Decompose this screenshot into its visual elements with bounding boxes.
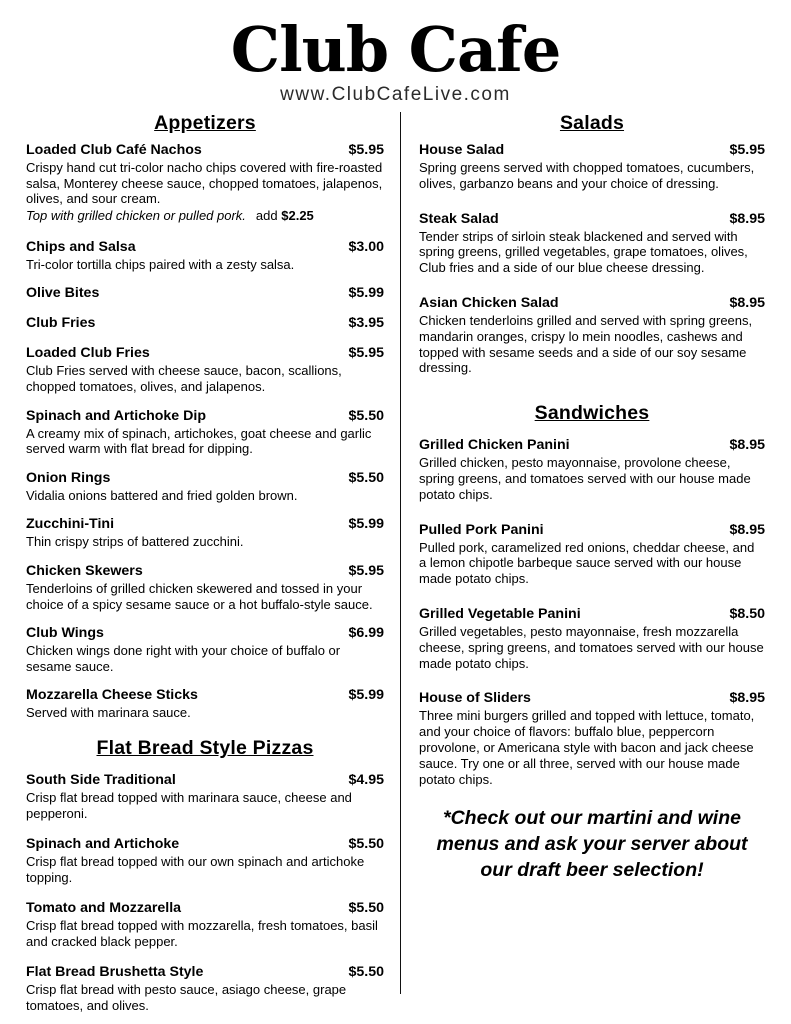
item-description: Vidalia onions battered and fried golden brown.: [26, 487, 298, 503]
item-price: $8.95: [729, 521, 765, 538]
item-price: $3.00: [348, 238, 384, 255]
item-description: Club Fries served with cheese sauce, bacon, scallions, chopped tomatoes, olives, and jalapenos.: [26, 363, 342, 394]
website-url: www.ClubCafeLive.com: [280, 84, 511, 105]
item-price: $5.50: [348, 407, 384, 424]
item-name: House Salad: [419, 142, 505, 158]
item-price: $8.50: [729, 605, 765, 622]
item-price: $5.95: [729, 142, 765, 158]
menu-item: [419, 142, 765, 192]
item-name: Mozzarella Cheese Sticks: [26, 687, 198, 704]
menu-item: [26, 625, 384, 674]
menu-item: [26, 345, 384, 394]
item-name: Flat Bread Brushetta Style: [26, 964, 204, 981]
footer-note: *Check out our martini and wine menus and ask your server about our draft beer selection!: [436, 807, 748, 882]
menu-item: [419, 690, 765, 787]
section-title-pizzas: Flat Bread Style Pizzas: [96, 736, 314, 759]
item-price: $5.99: [348, 516, 384, 533]
section-title-sandwiches: Sandwiches: [534, 402, 650, 425]
item-description: Grilled chicken, pesto mayonnaise, provolone cheese, spring greens, and tomatoes served with our house made potato chips.: [419, 455, 751, 502]
item-price: $5.50: [348, 964, 384, 981]
item-name: Onion Rings: [26, 469, 111, 486]
item-name: Grilled Vegetable Panini: [419, 605, 581, 622]
menu-item: [419, 211, 765, 276]
item-note: [26, 208, 384, 224]
item-price: $8.95: [729, 210, 765, 227]
menu-item: [26, 964, 384, 1013]
menu-item: [26, 836, 384, 885]
item-description: Served with marinara sauce.: [26, 705, 191, 721]
item-price: $5.50: [348, 469, 384, 486]
item-name: Grilled Chicken Panini: [419, 437, 570, 454]
item-price: $4.95: [348, 771, 384, 788]
item-name: Chicken Skewers: [26, 562, 143, 579]
item-description: Spring greens served with chopped tomatoes, cucumbers, olives, garbanzo beans and your choice of dressing.: [419, 160, 755, 191]
item-description: Crispy hand cut tri-color nacho chips covered with fire-roasted salsa, Monterey cheese sauce, chopped tomatoes, jalapenos, olives, and sour cream.: [26, 160, 383, 207]
item-price: $3.95: [348, 315, 384, 332]
item-price: $6.99: [348, 625, 384, 642]
masthead: [26, 13, 765, 106]
item-price: $8.95: [729, 437, 765, 454]
item-name: Steak Salad: [419, 210, 499, 227]
menu-item: [26, 563, 384, 612]
menu-item: [419, 522, 765, 587]
item-name: South Side Traditional: [26, 771, 176, 788]
item-price: $5.95: [348, 142, 384, 158]
menu-item: [26, 516, 384, 550]
item-description: Tender strips of sirloin steak blackened and served with spring greens, grilled vegetables, grape tomatoes, olives, Club fries and a side of our blue cheese dressing.: [419, 228, 748, 276]
menu-item: [26, 408, 384, 457]
menu-item: [419, 437, 765, 502]
item-description: Thin crispy strips of battered zucchini.: [26, 534, 244, 550]
item-name: Zucchini-Tini: [26, 516, 115, 533]
menu-columns: [26, 112, 765, 1012]
item-note-add-label: add: [255, 207, 278, 223]
menu-item: [26, 687, 384, 721]
item-price: $5.99: [348, 285, 384, 302]
item-name: Loaded Club Fries: [26, 345, 150, 362]
item-price: $5.50: [348, 900, 384, 917]
item-price: $5.99: [348, 687, 384, 704]
item-description: Chicken wings done right with your choice of buffalo or sesame sauce.: [26, 643, 341, 674]
item-description: Pulled pork, caramelized red onions, cheddar cheese, and a lemon chipotle barbeque sauce served with our house made potato chips.: [419, 539, 755, 587]
menu-item: [419, 606, 765, 671]
item-name: Loaded Club Café Nachos: [26, 142, 202, 158]
item-description: A creamy mix of spinach, artichokes, goat cheese and garlic served warm with flat bread for dipping.: [26, 425, 372, 457]
item-name: Club Wings: [26, 625, 104, 642]
item-description: Tri-color tortilla chips paired with a zesty salsa.: [26, 256, 295, 272]
item-name: Pulled Pork Panini: [419, 521, 544, 538]
item-description: Tenderloins of grilled chicken skewered and tossed in your choice of a spicy sesame sauce or a hot buffalo-style sauce.: [26, 580, 373, 612]
menu-item: [26, 470, 384, 504]
left-column: [26, 112, 400, 1012]
page-title: Club Cafe: [230, 13, 561, 86]
item-price: $5.95: [348, 562, 384, 579]
item-description: Crisp flat bread topped with our own spinach and artichoke topping.: [26, 854, 365, 885]
item-name: Chips and Salsa: [26, 238, 136, 255]
item-price: $8.95: [729, 294, 765, 311]
menu-item: [26, 239, 384, 273]
item-description: Chicken tenderloins grilled and served with spring greens, mandarin oranges, crispy lo mein noodles, cashews and topped with sesame seeds and a side of our soy sesame dressing.: [419, 312, 753, 376]
section-title-appetizers: Appetizers: [154, 112, 256, 134]
section-title-salads: Salads: [559, 112, 625, 134]
item-description: Crisp flat bread topped with mozzarella, fresh tomatoes, basil and cracked black pepper.: [26, 918, 378, 949]
menu-item: [26, 285, 384, 302]
item-price: $8.95: [729, 690, 765, 707]
menu-item: [26, 900, 384, 949]
item-description: Grilled vegetables, pesto mayonnaise, fresh mozzarella cheese, spring greens, and tomatoes served with our house made potato chips.: [419, 623, 764, 671]
menu-item: [26, 315, 384, 332]
menu-item: [419, 295, 765, 376]
menu-item: [26, 142, 384, 224]
right-column: [401, 112, 765, 1012]
menu-item: [26, 772, 384, 821]
item-description: Three mini burgers grilled and topped with lettuce, tomato, and your choice of flavors: buffalo blue, peppercorn provolone, or Americana style with bacon and jack cheese sauce. Try one or all three, served with our house made potato chips.: [419, 708, 755, 787]
item-note-add-price: $2.25: [281, 207, 314, 223]
item-note-text: Top with grilled chicken or pulled pork.: [26, 207, 246, 223]
item-name: Spinach and Artichoke: [26, 836, 180, 853]
item-note-add: [256, 208, 314, 224]
item-name: House of Sliders: [419, 690, 531, 707]
item-description: Crisp flat bread with pesto sauce, asiago cheese, grape tomatoes, and olives.: [26, 982, 347, 1014]
item-price: $5.50: [348, 836, 384, 853]
item-name: Olive Bites: [26, 285, 100, 302]
item-name: Tomato and Mozzarella: [26, 900, 182, 917]
item-description: Crisp flat bread topped with marinara sauce, cheese and pepperoni.: [26, 789, 352, 821]
item-name: Club Fries: [26, 315, 96, 332]
item-price: $5.95: [348, 345, 384, 362]
item-name: Asian Chicken Salad: [419, 294, 559, 311]
item-name: Spinach and Artichoke Dip: [26, 407, 206, 424]
